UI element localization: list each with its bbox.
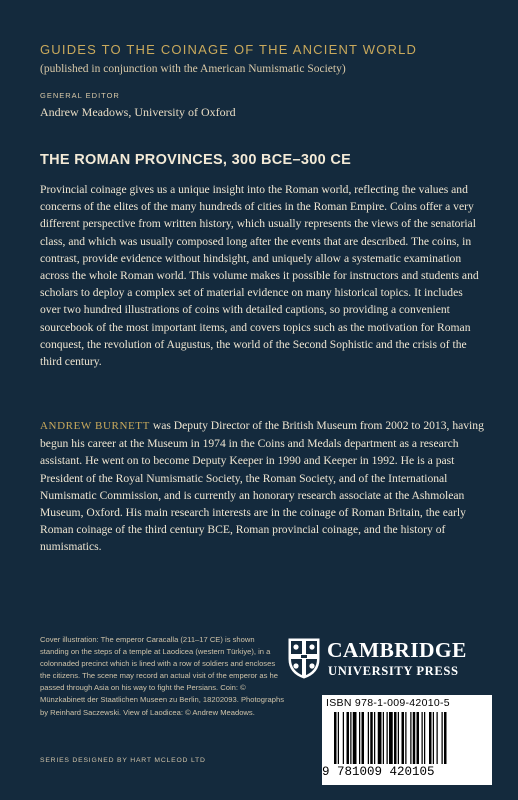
author-bio: [40, 417, 485, 556]
barcode: [322, 695, 492, 785]
barcode-digits: 9 781009 420105: [322, 765, 435, 779]
author-name: ANDREW BURNETT: [40, 420, 150, 432]
general-editor-name: Andrew Meadows, University of Oxford: [40, 105, 236, 119]
series-subtitle: (published in conjunction with the American Numismatic Society): [40, 63, 346, 75]
cover-illustration-credit: Cover illustration: The emperor Caracalla (211–17 CE) is shown standing on the steps of a temple at Laodicea (western Türkiye), in a colonnaded precinct which is lined with a row of soldiers and encloses the citizens. The scene may record an actual visit of the emperor as he passed through Asia on his way to fight the Persians. Coin: © Münzkabinett der Staatlichen Museen zu Berlin, 18202093. Photographs by Reinhard Saczewski. View of Laodicea: © Andrew Meadows.: [40, 635, 285, 717]
publisher-name-line2: UNIVERSITY PRESS: [328, 664, 459, 678]
series-title: GUIDES TO THE COINAGE OF THE ANCIENT WORLD: [40, 42, 418, 57]
publisher-logo: [287, 637, 487, 683]
book-title: THE ROMAN PROVINCES, 300 BCE–300 CE: [40, 152, 352, 168]
publisher-name-line1: CAMBRIDGE: [327, 638, 467, 662]
barcode-bars: [334, 712, 490, 770]
general-editor-label: GENERAL EDITOR: [40, 91, 120, 100]
series-designer-credit: SERIES DESIGNED BY HART MCLEOD LTD: [40, 757, 206, 764]
cambridge-crest-icon: [287, 637, 321, 679]
author-bio-text: was Deputy Director of the British Museum from 2002 to 2013, having begun his career at the Museum in 1974 in the Coins and Medals department as a research assistant. He went on to become Deputy Keeper in 1990 and Keeper in 1992. He is a past President of the Royal Numismatic Society, the Roman Society, and of the International Numismatic Commission, and is currently an honorary research associate at the Ashmolean Museum, Oxford. His main research interests are in the coinage of Roman Britain, the early Roman coinage of the third century BCE, Roman provincial coinage, and the history of numismatics.: [40, 419, 484, 554]
isbn-label: ISBN 978-1-009-42010-5: [326, 697, 450, 709]
book-blurb: Provincial coinage gives us a unique insight into the Roman world, reflecting the values and concerns of the elites of the many hundreds of cities in the Roman Empire. Coins offer a very different perspective from written history, which usually represents the views of the senatorial class, and which was usually composed long after the events that are described. The coins, in contrast, provide evidence without hindsight, and uniquely allow a systematic examination across the whole Roman world. This volume makes it possible for instructors and students and scholars to deploy a complex set of material evidence on many historical topics. It includes over two hundred illustrations of coins with detailed captions, so providing a convenient sourcebook of the most important items, and covers topics such as the motivation for Roman conquest, the revolution of Augustus, the world of the Second Sophistic and the crisis of the third century.: [40, 183, 479, 369]
